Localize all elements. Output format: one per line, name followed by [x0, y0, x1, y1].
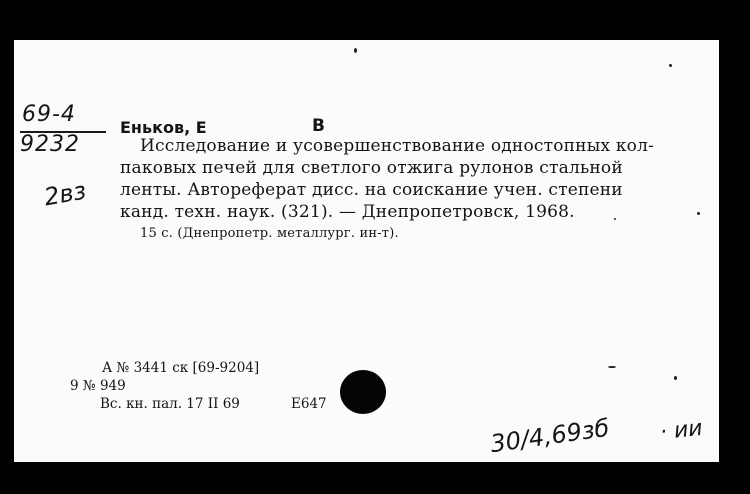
pages-and-institution: 15 с. (Днепропетр. металлург. ин-т).	[140, 226, 399, 241]
accession-code: А № 3441 ск [69-9204]	[102, 360, 260, 376]
author-name: Еньков, Е	[120, 118, 207, 137]
call-number-line-2: 9232	[20, 132, 80, 157]
call-number-line-1: 69-4	[22, 102, 76, 127]
description-line-4: канд. техн. наук. (321). — Днепропетровск, 1968.	[120, 202, 575, 222]
book-chamber-stamp: Вс. кн. пал. 17 II 69	[100, 396, 240, 412]
punch-hole	[340, 370, 386, 414]
paper-speck	[614, 218, 616, 220]
description-line-1: Исследование и усовершенствование одностопных кол-	[140, 136, 655, 156]
handwritten-initials: · ии	[658, 415, 704, 446]
author-initial: В	[312, 116, 325, 136]
paper-speck	[354, 48, 357, 53]
registry-number: 9 № 949	[70, 378, 126, 394]
paper-speck	[697, 212, 700, 215]
handwritten-date-note: 30/4,69зб	[488, 413, 611, 459]
catalog-card	[14, 40, 719, 462]
paper-speck	[674, 376, 677, 380]
description-line-2: паковых печей для светлого отжига рулонов стальной	[120, 158, 623, 178]
description-line-3: ленты. Автореферат дисс. на соискание учен. степени	[120, 180, 623, 200]
paper-speck	[608, 366, 616, 368]
paper-speck	[669, 64, 672, 67]
card-index-code: E647	[291, 396, 327, 412]
handwritten-mark: 2вз	[41, 176, 89, 212]
